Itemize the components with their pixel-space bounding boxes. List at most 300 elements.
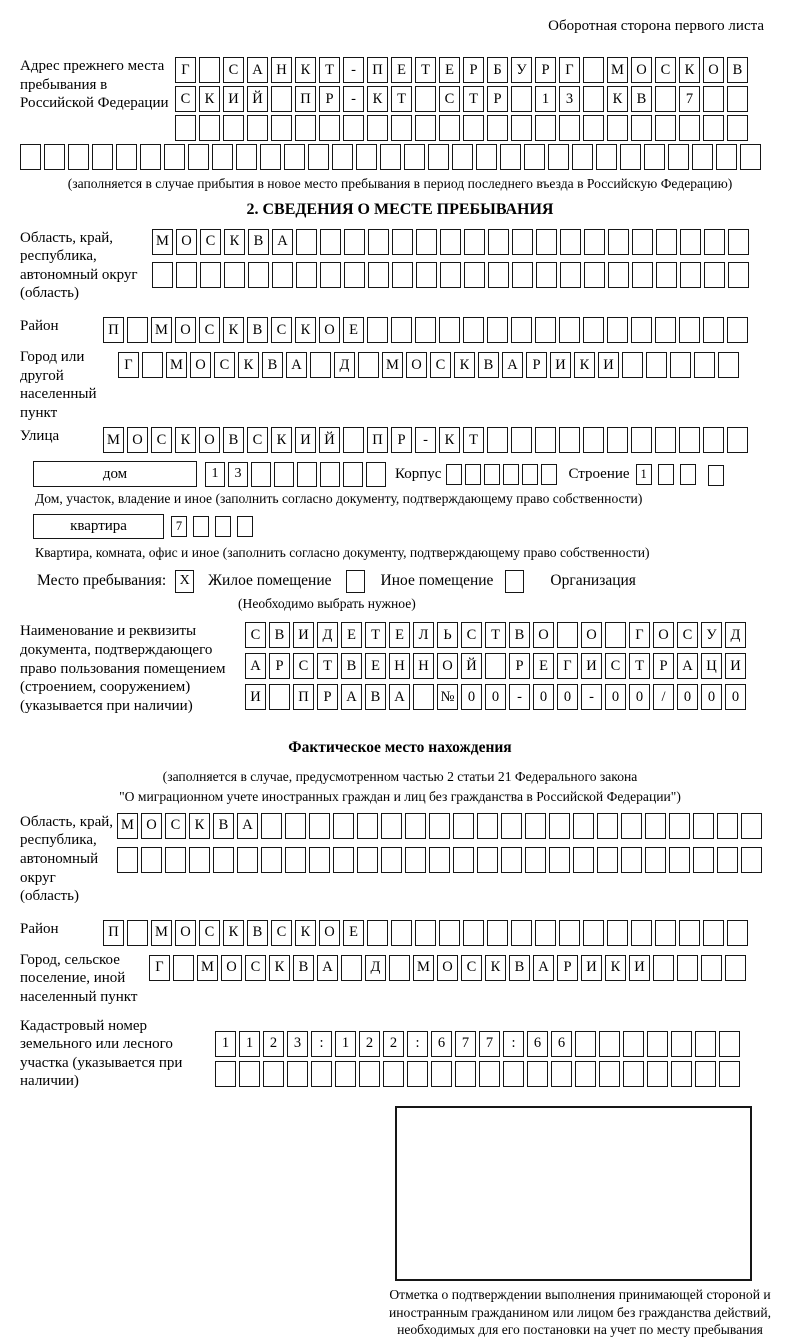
char-cell[interactable] <box>239 1061 260 1087</box>
char-cell[interactable] <box>535 920 556 946</box>
char-cell[interactable] <box>247 115 268 141</box>
raion2-row[interactable] <box>103 920 751 946</box>
char-cell[interactable] <box>439 115 460 141</box>
char-cell[interactable]: Й <box>247 86 268 112</box>
char-cell[interactable]: К <box>223 920 244 946</box>
zhiloe-checkbox[interactable]: X <box>175 570 194 593</box>
char-cell[interactable] <box>380 144 401 170</box>
char-cell[interactable] <box>477 813 498 839</box>
char-cell[interactable] <box>429 813 450 839</box>
char-cell[interactable] <box>525 847 546 873</box>
char-cell[interactable] <box>381 813 402 839</box>
char-cell[interactable] <box>487 317 508 343</box>
oblast-row-2[interactable] <box>152 262 752 288</box>
char-cell[interactable]: А <box>389 684 410 710</box>
char-cell[interactable]: И <box>581 653 602 679</box>
char-cell[interactable]: К <box>454 352 475 378</box>
char-cell[interactable] <box>455 1061 476 1087</box>
char-cell[interactable] <box>359 1061 380 1087</box>
char-cell[interactable] <box>236 144 257 170</box>
char-cell[interactable]: И <box>725 653 746 679</box>
char-cell[interactable]: Г <box>175 57 196 83</box>
char-cell[interactable]: О <box>190 352 211 378</box>
char-cell[interactable]: И <box>581 955 602 981</box>
char-cell[interactable]: 3 <box>228 462 248 487</box>
char-cell[interactable]: С <box>247 427 268 453</box>
char-cell[interactable]: М <box>413 955 434 981</box>
char-cell[interactable] <box>237 847 258 873</box>
char-cell[interactable]: И <box>293 622 314 648</box>
char-cell[interactable] <box>142 352 163 378</box>
char-cell[interactable]: В <box>293 955 314 981</box>
char-cell[interactable] <box>485 653 506 679</box>
char-cell[interactable] <box>557 622 578 648</box>
char-cell[interactable]: О <box>199 427 220 453</box>
char-cell[interactable]: Т <box>463 427 484 453</box>
char-cell[interactable]: Р <box>317 684 338 710</box>
char-cell[interactable] <box>439 317 460 343</box>
char-cell[interactable]: К <box>223 317 244 343</box>
char-cell[interactable] <box>671 1061 692 1087</box>
char-cell[interactable] <box>173 955 194 981</box>
char-cell[interactable] <box>501 813 522 839</box>
char-cell[interactable]: В <box>247 920 268 946</box>
char-cell[interactable] <box>310 352 331 378</box>
char-cell[interactable]: О <box>437 955 458 981</box>
char-cell[interactable] <box>559 920 580 946</box>
char-cell[interactable]: И <box>223 86 244 112</box>
char-cell[interactable] <box>632 229 653 255</box>
char-cell[interactable] <box>223 115 244 141</box>
char-cell[interactable] <box>551 1061 572 1087</box>
char-cell[interactable] <box>559 115 580 141</box>
char-cell[interactable] <box>272 262 293 288</box>
char-cell[interactable]: К <box>679 57 700 83</box>
char-cell[interactable] <box>511 427 532 453</box>
char-cell[interactable] <box>741 813 762 839</box>
char-cell[interactable] <box>535 427 556 453</box>
char-cell[interactable]: Й <box>319 427 340 453</box>
char-cell[interactable] <box>695 1031 716 1057</box>
gorod-row[interactable] <box>118 352 742 378</box>
char-cell[interactable] <box>127 920 148 946</box>
char-cell[interactable] <box>573 813 594 839</box>
char-cell[interactable]: К <box>224 229 245 255</box>
char-cell[interactable] <box>416 229 437 255</box>
char-cell[interactable] <box>607 115 628 141</box>
char-cell[interactable]: А <box>237 813 258 839</box>
char-cell[interactable] <box>392 262 413 288</box>
char-cell[interactable] <box>199 115 220 141</box>
oblast-row-1[interactable] <box>152 229 752 255</box>
char-cell[interactable]: Е <box>533 653 554 679</box>
char-cell[interactable] <box>368 229 389 255</box>
char-cell[interactable] <box>431 1061 452 1087</box>
char-cell[interactable] <box>407 1061 428 1087</box>
char-cell[interactable]: А <box>245 653 266 679</box>
char-cell[interactable]: Д <box>334 352 355 378</box>
char-cell[interactable] <box>693 847 714 873</box>
char-cell[interactable] <box>140 144 161 170</box>
char-cell[interactable]: К <box>269 955 290 981</box>
char-cell[interactable] <box>429 847 450 873</box>
char-cell[interactable]: 0 <box>461 684 482 710</box>
char-cell[interactable] <box>367 920 388 946</box>
char-cell[interactable] <box>488 262 509 288</box>
char-cell[interactable] <box>535 115 556 141</box>
char-cell[interactable] <box>341 955 362 981</box>
char-cell[interactable] <box>391 115 412 141</box>
char-cell[interactable] <box>405 847 426 873</box>
char-cell[interactable] <box>274 462 294 487</box>
char-cell[interactable] <box>446 464 462 485</box>
char-cell[interactable] <box>188 144 209 170</box>
char-cell[interactable]: П <box>293 684 314 710</box>
char-cell[interactable] <box>261 847 282 873</box>
char-cell[interactable] <box>655 427 676 453</box>
char-cell[interactable] <box>391 317 412 343</box>
char-cell[interactable] <box>644 144 665 170</box>
char-cell[interactable]: С <box>199 920 220 946</box>
char-cell[interactable]: Е <box>391 57 412 83</box>
char-cell[interactable]: Л <box>413 622 434 648</box>
inoe-checkbox[interactable] <box>346 570 365 593</box>
char-cell[interactable]: С <box>151 427 172 453</box>
char-cell[interactable]: Р <box>557 955 578 981</box>
char-cell[interactable] <box>311 1061 332 1087</box>
char-cell[interactable] <box>572 144 593 170</box>
char-cell[interactable]: Е <box>343 317 364 343</box>
char-cell[interactable]: 1 <box>239 1031 260 1057</box>
char-cell[interactable]: 2 <box>383 1031 404 1057</box>
char-cell[interactable]: П <box>367 57 388 83</box>
char-cell[interactable]: О <box>319 920 340 946</box>
char-cell[interactable] <box>164 144 185 170</box>
char-cell[interactable]: С <box>439 86 460 112</box>
char-cell[interactable] <box>620 144 641 170</box>
kadastr-row-1[interactable] <box>215 1031 743 1057</box>
char-cell[interactable] <box>669 813 690 839</box>
dom-cells[interactable] <box>205 462 389 487</box>
char-cell[interactable]: М <box>197 955 218 981</box>
org-checkbox[interactable] <box>505 570 524 593</box>
char-cell[interactable] <box>704 262 725 288</box>
char-cell[interactable] <box>484 464 500 485</box>
prev-address-row-3[interactable] <box>175 115 751 141</box>
char-cell[interactable] <box>583 427 604 453</box>
char-cell[interactable] <box>391 920 412 946</box>
char-cell[interactable] <box>453 847 474 873</box>
char-cell[interactable]: К <box>439 427 460 453</box>
char-cell[interactable] <box>511 317 532 343</box>
char-cell[interactable]: П <box>103 920 124 946</box>
char-cell[interactable]: С <box>214 352 235 378</box>
char-cell[interactable] <box>333 847 354 873</box>
char-cell[interactable]: У <box>701 622 722 648</box>
char-cell[interactable]: Р <box>526 352 547 378</box>
char-cell[interactable]: П <box>295 86 316 112</box>
char-cell[interactable] <box>309 813 330 839</box>
char-cell[interactable]: 7 <box>679 86 700 112</box>
char-cell[interactable] <box>439 920 460 946</box>
char-cell[interactable] <box>415 86 436 112</box>
char-cell[interactable] <box>487 427 508 453</box>
char-cell[interactable] <box>212 144 233 170</box>
char-cell[interactable] <box>501 847 522 873</box>
char-cell[interactable]: С <box>461 955 482 981</box>
char-cell[interactable] <box>487 920 508 946</box>
char-cell[interactable] <box>645 847 666 873</box>
char-cell[interactable] <box>655 86 676 112</box>
char-cell[interactable] <box>599 1061 620 1087</box>
char-cell[interactable]: К <box>605 955 626 981</box>
char-cell[interactable]: С <box>165 813 186 839</box>
char-cell[interactable] <box>608 262 629 288</box>
char-cell[interactable] <box>694 352 715 378</box>
char-cell[interactable] <box>597 847 618 873</box>
char-cell[interactable] <box>631 115 652 141</box>
char-cell[interactable] <box>476 144 497 170</box>
char-cell[interactable] <box>655 115 676 141</box>
char-cell[interactable] <box>152 262 173 288</box>
char-cell[interactable]: 1 <box>535 86 556 112</box>
char-cell[interactable] <box>215 516 231 537</box>
char-cell[interactable]: Д <box>725 622 746 648</box>
char-cell[interactable] <box>679 317 700 343</box>
char-cell[interactable] <box>463 920 484 946</box>
char-cell[interactable] <box>728 229 749 255</box>
char-cell[interactable] <box>368 262 389 288</box>
char-cell[interactable] <box>404 144 425 170</box>
char-cell[interactable]: Ц <box>701 653 722 679</box>
char-cell[interactable] <box>358 352 379 378</box>
char-cell[interactable]: М <box>607 57 628 83</box>
char-cell[interactable] <box>343 115 364 141</box>
char-cell[interactable]: К <box>189 813 210 839</box>
char-cell[interactable]: К <box>271 427 292 453</box>
kvartira-cells[interactable] <box>171 516 259 537</box>
char-cell[interactable]: В <box>365 684 386 710</box>
char-cell[interactable] <box>116 144 137 170</box>
char-cell[interactable]: Й <box>461 653 482 679</box>
char-cell[interactable]: № <box>437 684 458 710</box>
char-cell[interactable]: Д <box>365 955 386 981</box>
char-cell[interactable]: С <box>461 622 482 648</box>
char-cell[interactable] <box>695 1061 716 1087</box>
char-cell[interactable] <box>583 86 604 112</box>
char-cell[interactable] <box>677 955 698 981</box>
char-cell[interactable]: Н <box>271 57 292 83</box>
char-cell[interactable]: - <box>581 684 602 710</box>
char-cell[interactable]: Т <box>365 622 386 648</box>
oblast2-row-2[interactable] <box>117 847 765 873</box>
char-cell[interactable] <box>344 229 365 255</box>
char-cell[interactable] <box>68 144 89 170</box>
char-cell[interactable] <box>656 229 677 255</box>
char-cell[interactable]: О <box>581 622 602 648</box>
char-cell[interactable] <box>669 847 690 873</box>
char-cell[interactable] <box>263 1061 284 1087</box>
char-cell[interactable] <box>719 1061 740 1087</box>
char-cell[interactable] <box>261 813 282 839</box>
char-cell[interactable] <box>655 920 676 946</box>
char-cell[interactable] <box>320 262 341 288</box>
char-cell[interactable]: 0 <box>605 684 626 710</box>
char-cell[interactable] <box>632 262 653 288</box>
char-cell[interactable]: О <box>141 813 162 839</box>
char-cell[interactable]: В <box>247 317 268 343</box>
char-cell[interactable]: С <box>430 352 451 378</box>
char-cell[interactable] <box>366 462 386 487</box>
char-cell[interactable] <box>560 229 581 255</box>
char-cell[interactable]: С <box>271 317 292 343</box>
char-cell[interactable]: С <box>223 57 244 83</box>
char-cell[interactable]: А <box>286 352 307 378</box>
char-cell[interactable]: К <box>238 352 259 378</box>
char-cell[interactable]: Г <box>559 57 580 83</box>
char-cell[interactable] <box>392 229 413 255</box>
char-cell[interactable]: В <box>223 427 244 453</box>
char-cell[interactable]: - <box>509 684 530 710</box>
char-cell[interactable]: С <box>271 920 292 946</box>
char-cell[interactable]: Р <box>319 86 340 112</box>
char-cell[interactable] <box>367 115 388 141</box>
char-cell[interactable] <box>607 920 628 946</box>
char-cell[interactable] <box>440 229 461 255</box>
char-cell[interactable]: К <box>574 352 595 378</box>
char-cell[interactable] <box>464 262 485 288</box>
char-cell[interactable] <box>465 464 481 485</box>
char-cell[interactable] <box>269 684 290 710</box>
char-cell[interactable]: М <box>151 920 172 946</box>
char-cell[interactable]: А <box>341 684 362 710</box>
char-cell[interactable] <box>719 1031 740 1057</box>
char-cell[interactable]: 2 <box>263 1031 284 1057</box>
char-cell[interactable] <box>717 813 738 839</box>
char-cell[interactable]: В <box>478 352 499 378</box>
char-cell[interactable] <box>525 813 546 839</box>
char-cell[interactable]: Г <box>149 955 170 981</box>
char-cell[interactable] <box>477 847 498 873</box>
char-cell[interactable] <box>440 262 461 288</box>
char-cell[interactable] <box>415 920 436 946</box>
char-cell[interactable]: В <box>727 57 748 83</box>
char-cell[interactable] <box>524 144 545 170</box>
char-cell[interactable]: О <box>653 622 674 648</box>
char-cell[interactable]: Т <box>319 57 340 83</box>
char-cell[interactable]: И <box>598 352 619 378</box>
prev-address-row-1[interactable] <box>175 57 751 83</box>
char-cell[interactable]: - <box>343 86 364 112</box>
char-cell[interactable] <box>741 847 762 873</box>
char-cell[interactable]: В <box>248 229 269 255</box>
char-cell[interactable] <box>716 144 737 170</box>
char-cell[interactable]: Е <box>365 653 386 679</box>
char-cell[interactable] <box>680 262 701 288</box>
char-cell[interactable] <box>703 920 724 946</box>
char-cell[interactable]: Т <box>485 622 506 648</box>
char-cell[interactable] <box>285 847 306 873</box>
char-cell[interactable] <box>680 464 696 485</box>
char-cell[interactable]: Е <box>439 57 460 83</box>
char-cell[interactable] <box>653 955 674 981</box>
char-cell[interactable]: В <box>509 955 530 981</box>
char-cell[interactable] <box>623 1061 644 1087</box>
char-cell[interactable] <box>607 317 628 343</box>
char-cell[interactable] <box>511 115 532 141</box>
char-cell[interactable]: 1 <box>215 1031 236 1057</box>
char-cell[interactable] <box>658 464 674 485</box>
char-cell[interactable] <box>583 115 604 141</box>
char-cell[interactable]: С <box>245 955 266 981</box>
kadastr-row-2[interactable] <box>215 1061 743 1087</box>
char-cell[interactable]: А <box>677 653 698 679</box>
char-cell[interactable] <box>487 115 508 141</box>
char-cell[interactable] <box>381 847 402 873</box>
char-cell[interactable]: С <box>175 86 196 112</box>
raion-row[interactable] <box>103 317 751 343</box>
char-cell[interactable]: 1 <box>205 462 225 487</box>
char-cell[interactable]: Е <box>343 920 364 946</box>
char-cell[interactable]: К <box>199 86 220 112</box>
char-cell[interactable]: С <box>199 317 220 343</box>
char-cell[interactable]: К <box>295 317 316 343</box>
char-cell[interactable] <box>416 262 437 288</box>
char-cell[interactable]: С <box>605 653 626 679</box>
char-cell[interactable] <box>284 144 305 170</box>
char-cell[interactable] <box>251 462 271 487</box>
char-cell[interactable] <box>297 462 317 487</box>
char-cell[interactable]: М <box>382 352 403 378</box>
char-cell[interactable]: 6 <box>431 1031 452 1057</box>
char-cell[interactable] <box>320 229 341 255</box>
char-cell[interactable] <box>453 813 474 839</box>
char-cell[interactable]: М <box>152 229 173 255</box>
char-cell[interactable]: А <box>247 57 268 83</box>
char-cell[interactable]: - <box>343 57 364 83</box>
char-cell[interactable]: Р <box>463 57 484 83</box>
char-cell[interactable] <box>237 516 253 537</box>
char-cell[interactable] <box>527 1061 548 1087</box>
char-cell[interactable] <box>296 262 317 288</box>
char-cell[interactable] <box>512 229 533 255</box>
char-cell[interactable] <box>679 115 700 141</box>
char-cell[interactable]: А <box>533 955 554 981</box>
char-cell[interactable]: А <box>502 352 523 378</box>
char-cell[interactable]: Н <box>413 653 434 679</box>
char-cell[interactable]: Г <box>629 622 650 648</box>
korpus-cells[interactable] <box>446 464 560 485</box>
char-cell[interactable]: Р <box>269 653 290 679</box>
char-cell[interactable] <box>646 352 667 378</box>
char-cell[interactable] <box>703 86 724 112</box>
char-cell[interactable] <box>740 144 761 170</box>
char-cell[interactable]: О <box>127 427 148 453</box>
char-cell[interactable] <box>559 317 580 343</box>
char-cell[interactable] <box>413 684 434 710</box>
prev-address-row-4[interactable] <box>20 144 780 170</box>
char-cell[interactable]: К <box>367 86 388 112</box>
char-cell[interactable] <box>343 427 364 453</box>
char-cell[interactable]: 1 <box>335 1031 356 1057</box>
char-cell[interactable] <box>727 920 748 946</box>
char-cell[interactable]: В <box>269 622 290 648</box>
char-cell[interactable] <box>503 1061 524 1087</box>
char-cell[interactable] <box>575 1031 596 1057</box>
char-cell[interactable]: 0 <box>629 684 650 710</box>
char-cell[interactable] <box>535 317 556 343</box>
char-cell[interactable] <box>271 115 292 141</box>
